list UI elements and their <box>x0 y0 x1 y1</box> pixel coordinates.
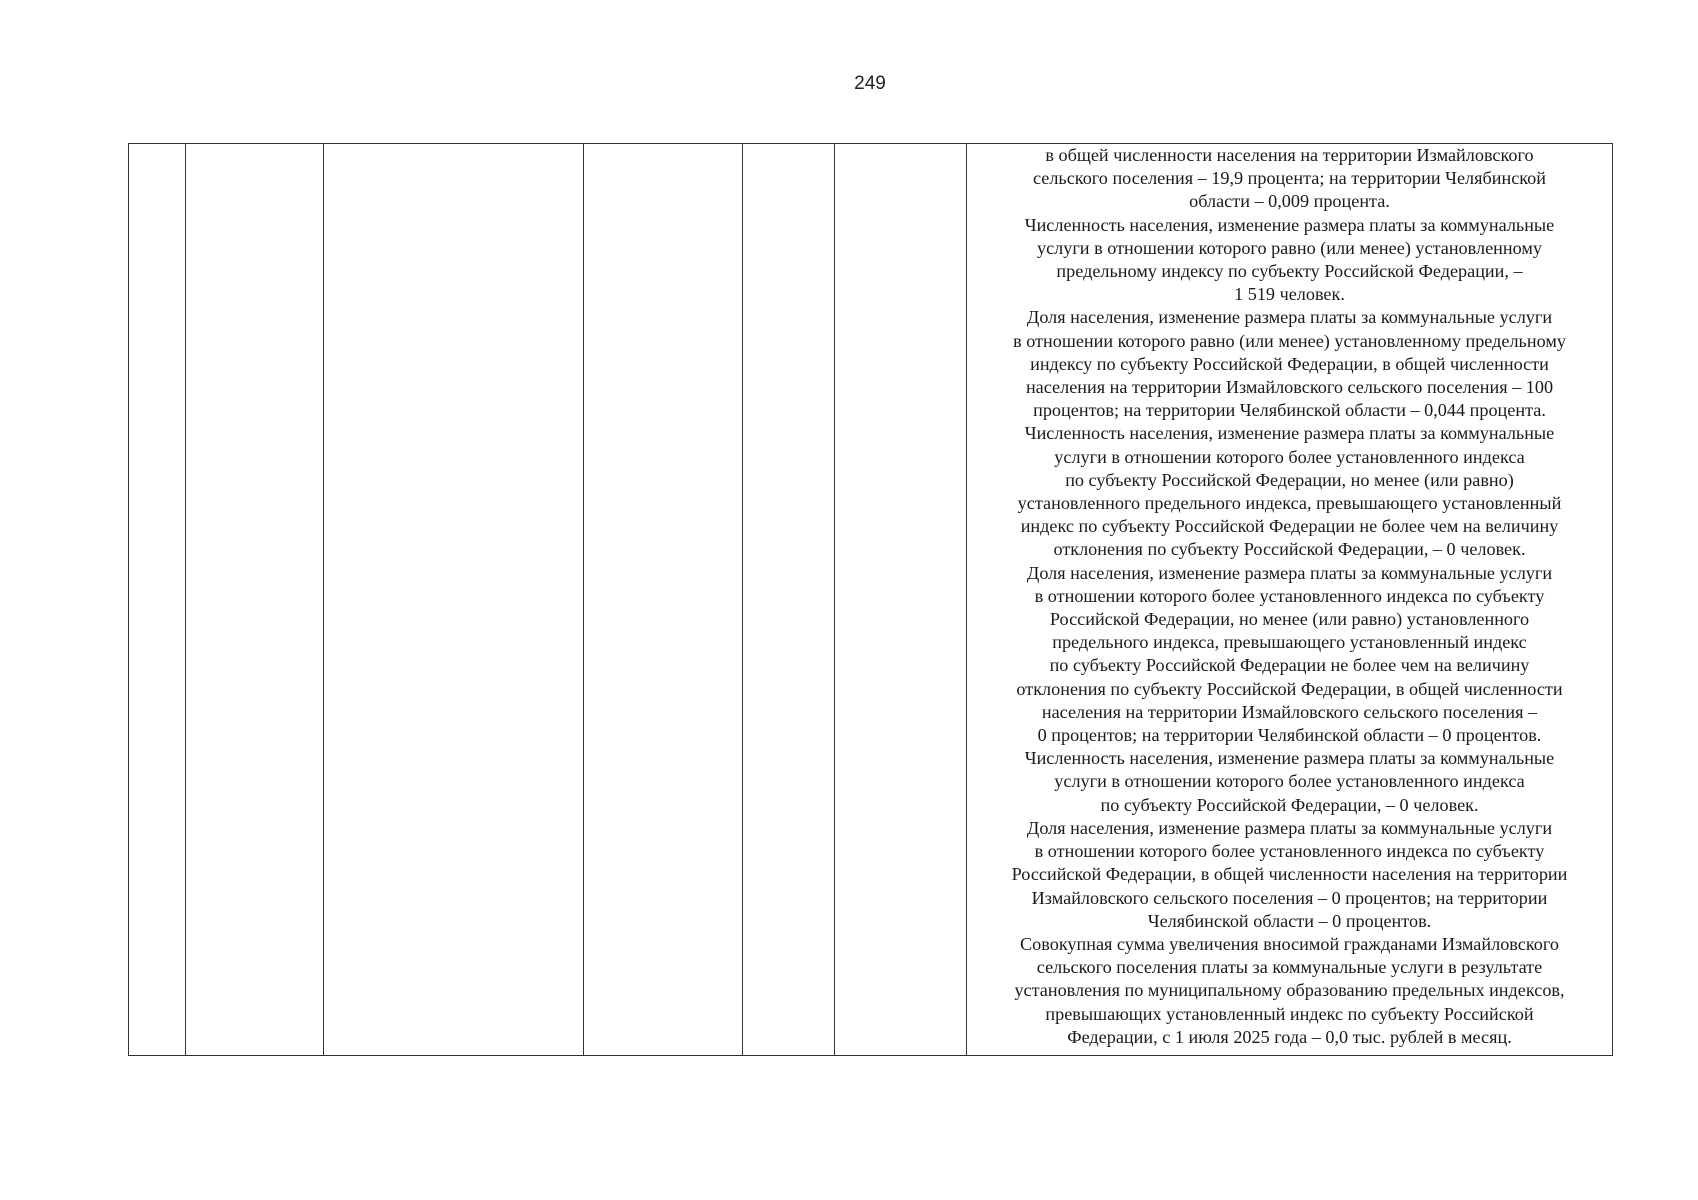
data-table <box>128 143 1613 1056</box>
paragraph-population-within-deviation: Численность населения, изменение размера платы за коммунальные услуги в отношении которого более установленного индекса по субъекту Российской Федерации, но менее (или равно) установленного предельного индекса, превышающего установленный индекс по субъекту Российской Федерации не более чем на величину отклонения по субъекту Российской Федерации, – 0 человек. <box>1017 423 1562 560</box>
paragraph-population-above-index: Численность населения, изменение размера платы за коммунальные услуги в отношении которого более установленного индекса по субъекту Российской Федерации, – 0 человек. <box>1024 748 1555 815</box>
page-number: 249 <box>854 73 886 94</box>
table-cell-col-4 <box>584 144 743 1056</box>
table-cell-col-5 <box>743 144 835 1056</box>
paragraph-population-equal-or-less: Численность населения, изменение размера платы за коммунальные услуги в отношении которого равно (или менее) установленному предельному индексу по субъекту Российской Федерации, – 1 519 человек. <box>1024 214 1555 305</box>
paragraph-share-population-intro: в общей численности населения на территории Измайловского сельского поселения – 19,9 процента; на территории Челябинской области – 0,009 процента. <box>1032 145 1547 212</box>
paragraph-share-above-index: Доля населения, изменение размера платы за коммунальные услуги в отношении которого более установленного индекса по субъекту Российской Федерации, в общей численности населения на территории Измайловского сельского поселения – 0 процентов; на территории Челябинской области – 0 процентов. <box>1011 817 1568 931</box>
paragraph-share-equal-or-less: Доля населения, изменение размера платы за коммунальные услуги в отношении которого равно (или менее) установленному предельному индексу по субъекту Российской Федерации, в общей численности населения на территории Измайловского сельского поселения – 100 процентов; на территории Челябинской области – 0,044 процента. <box>1013 307 1566 421</box>
table-cell-col-6 <box>835 144 967 1056</box>
paragraph-total-increase-amount: Совокупная сумма увеличения вносимой гражданами Измайловского сельского поселения платы за коммунальные услуги в результате установления по муниципальному образованию предельных индексов, превышающих установленный индекс по субъекту Российской Федерации, с 1 июля 2025 года – 0,0 тыс. рублей в месяц. <box>1014 933 1565 1047</box>
table-cell-description <box>967 144 1613 1056</box>
paragraph-share-within-deviation: Доля населения, изменение размера платы за коммунальные услуги в отношении которого более установленного индекса по субъекту Российской Федерации, но менее (или равно) установленного предельного индекса, превышающего установленный индекс по субъекту Российской Федерации не более чем на величину отклонения по субъекту Российской Федерации, в общей численности населения на территории Измайловского сельского поселения – 0 процентов; на территории Челябинской области – 0 процентов. <box>1016 562 1563 746</box>
table-cell-col-1 <box>129 144 186 1056</box>
table-cell-col-2 <box>186 144 324 1056</box>
table-cell-col-3 <box>324 144 584 1056</box>
table-row <box>129 144 1613 1056</box>
